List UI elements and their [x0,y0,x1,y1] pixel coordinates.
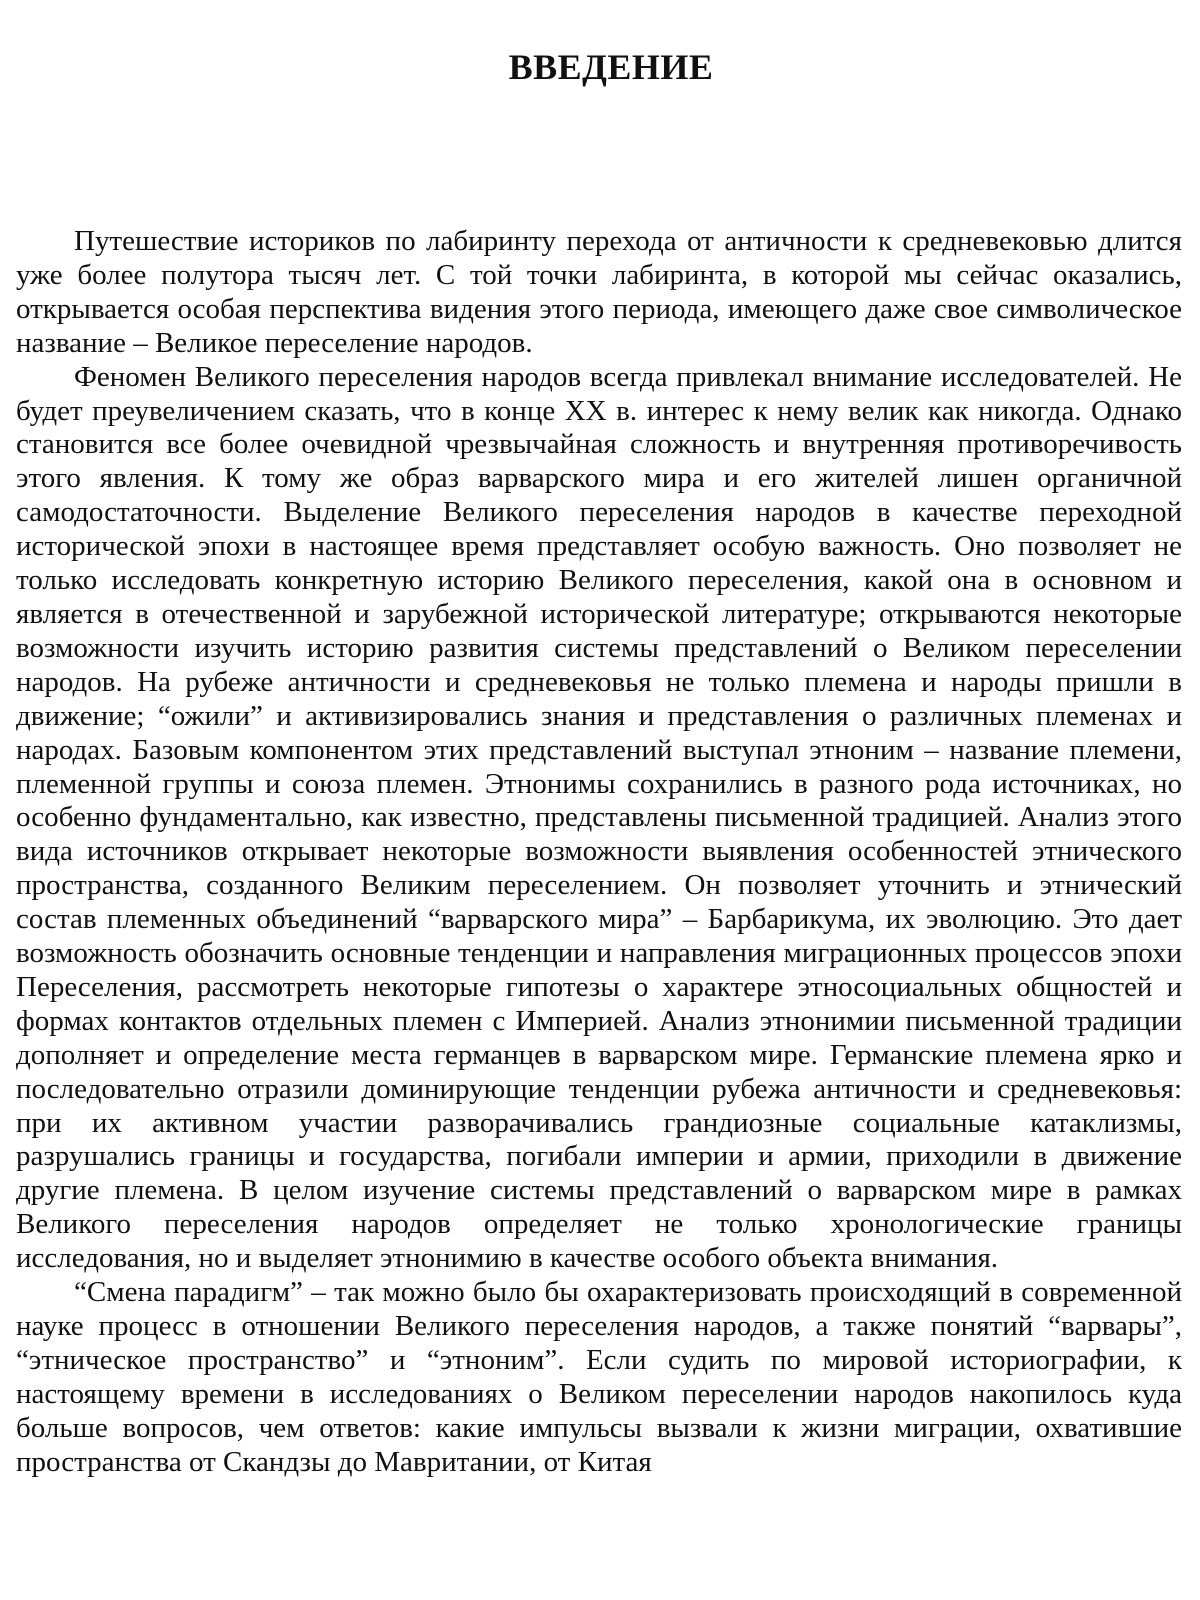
paragraph-paradigm-shift: “Смена парадигм” – так можно было бы охарактеризовать происходящий в современной науке процесс в отношении Великого переселения народов, а также понятий “варвары”, “этническое пространство” и “этноним”. Если судить по мировой историографии, к настоящему времени в исследованиях о Великом переселении народов накопилось куда больше вопросов, чем ответов: какие импульсы вызвали к жизни миграции, охватившие пространства от Скандзы до Мавритании, от Китая [16,1276,1182,1478]
paragraph-intro: Путешествие историков по лабиринту перехода от античности к средневековью длится уже более полутора тысяч лет. С той точки лабиринта, в которой мы сейчас оказались, открывается особая перспектива видения этого периода, имеющего даже свое символическое название – Великое переселение народов. [16,225,1182,359]
book-page [16,0,1182,1600]
chapter-title: ВВЕДЕНИЕ [508,47,714,87]
chapter-body [16,225,1182,1480]
paragraph-phenomenon: Феномен Великого переселения народов всегда привлекал внимание исследователей. Не будет преувеличением сказать, что в конце XX в. интерес к нему велик как никогда. Однако становится все более очевидной чрезвычайная сложность и внутренняя противоречивость этого явления. К тому же образ варварского мира и его жителей лишен органичной самодостаточности. Выделение Великого переселения народов в качестве переходной исторической эпохи в настоящее время представляет особую важность. Оно позволяет не только исследовать конкретную историю Великого переселения, какой она в основном и является в отечественной и зарубежной исторической литературе; открываются некоторые возможности изучить историю развития системы представлений о Великом переселении народов. На рубеже античности и средневековья не только племена и народы пришли в движение; “ожили” и активизировались знания и представления о различных племенах и народах. Базовым компонентом этих представлений выступал этноним – название племени, племенной группы и союза племен. Этнонимы сохранились в разного рода источниках, но особенно фундаментально, как известно, представлены письменной традицией. Анализ этого вида источников открывает некоторые возможности выявления особенностей этнического пространства, созданного Великим переселением. Он позволяет уточнить и этнический состав племенных объединений “варварского мира” – Барбарикума, их эволюцию. Это дает возможность обозначить основные тенденции и направления миграционных процессов эпохи Переселения, рассмотреть некоторые гипотезы о характере этносоциальных общностей и формах контактов отдельных племен с Империей. Анализ этнонимии письменной традиции дополняет и определение места германцев в варварском мире. Германские племена ярко и последовательно отразили доминирующие тенденции рубежа античности и средневековья: при их активном участии разворачивались грандиозные социальные катаклизмы, разрушались границы и государства, погибали империи и армии, приходили в движение другие племена. В целом изучение системы представлений о варварском мире в рамках Великого переселения народов определяет не только хронологические границы исследования, но и выделяет этнонимию в качестве особого объекта внимания. [16,360,1182,1275]
